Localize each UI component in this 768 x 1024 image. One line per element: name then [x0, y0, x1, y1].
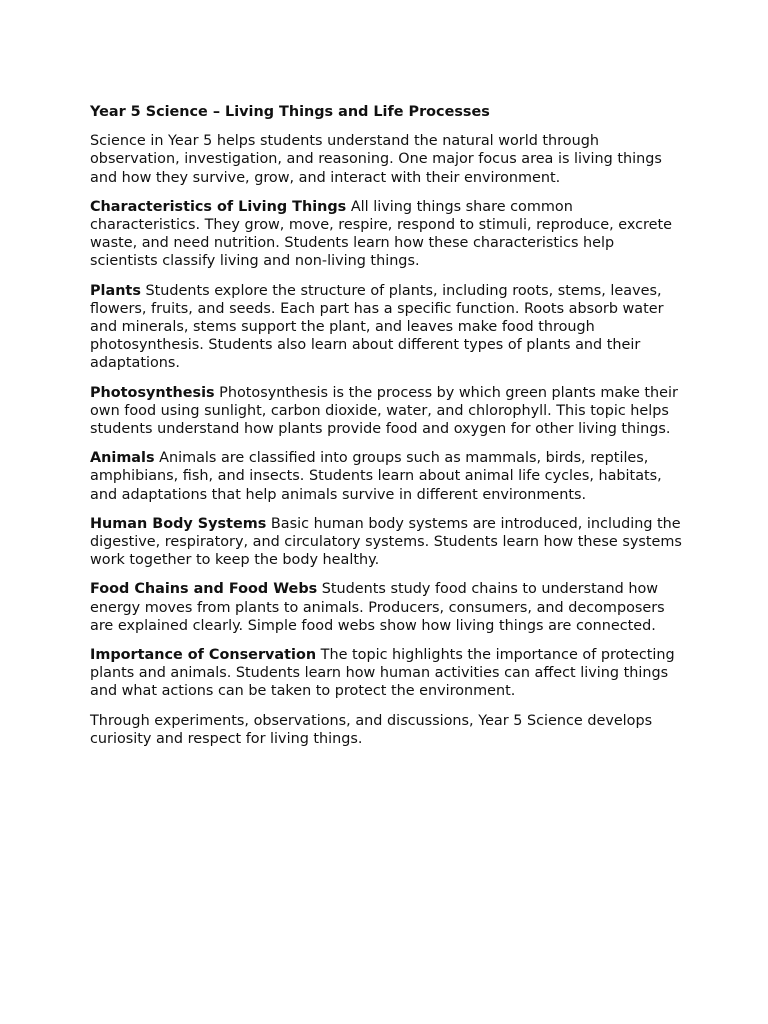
section-heading: Importance of Conservation: [90, 647, 317, 664]
section-body: The topic highlights the importance of protecting plants and animals. Students learn how human activities can affect living things and what actions can be taken to protect the environment.: [90, 647, 675, 700]
section-human-body-systems: [90, 515, 682, 570]
section-heading: Food Chains and Food Webs: [90, 581, 318, 598]
section-body: Animals are classified into groups such as mammals, birds, reptiles, amphibians, fish, and insects. Students learn about animal life cycles, habitats, and adaptations that help animals survive in different environments.: [90, 450, 662, 503]
section-body: Photosynthesis is the process by which green plants make their own food using sunlight, carbon dioxide, water, and chlorophyll. This topic helps students understand how plants provide food and oxygen for other living things.: [90, 384, 678, 438]
section-body: Students study food chains to understand how energy moves from plants to animals. Producers, consumers, and decomposers are explained clearly. Simple food webs show how living things are connected.: [90, 581, 665, 634]
section-body: Students explore the structure of plants, including roots, stems, leaves, flowers, fruits, and seeds. Each part has a specific function. Roots absorb water and minerals, stems support the plant, and leaves make food through photosynthesis. Students also learn about different types of plants and their adaptations.: [90, 282, 664, 372]
document-page: [90, 103, 682, 759]
section-heading: Plants: [90, 282, 141, 299]
section-plants: [90, 282, 682, 373]
section-characteristics: [90, 198, 682, 271]
section-heading: Human Body Systems: [90, 515, 267, 532]
section-heading: Animals: [90, 450, 155, 467]
conclusion-paragraph: Through experiments, observations, and discussions, Year 5 Science develops curiosity and respect for living things.: [90, 712, 653, 747]
intro-paragraph: Science in Year 5 helps students understand the natural world through observation, investigation, and reasoning. One major focus area is living things and how they survive, grow, and interact with their environment.: [90, 133, 662, 186]
section-conservation: [90, 646, 682, 701]
section-body: Basic human body systems are introduced, including the digestive, respiratory, and circulatory systems. Students learn how these systems work together to keep the body healthy.: [90, 515, 682, 569]
section-animals: [90, 449, 682, 504]
section-food-chains: [90, 580, 682, 635]
section-photosynthesis: [90, 384, 682, 439]
section-heading: Photosynthesis: [90, 384, 215, 401]
section-heading: Characteristics of Living Things: [90, 198, 347, 215]
section-body: All living things share common characteristics. They grow, move, respire, respond to stimuli, reproduce, excrete waste, and need nutrition. Students learn how these characteristics help scientists classify living and non-living things.: [90, 198, 672, 270]
document-title: Year 5 Science – Living Things and Life Processes: [90, 104, 490, 120]
